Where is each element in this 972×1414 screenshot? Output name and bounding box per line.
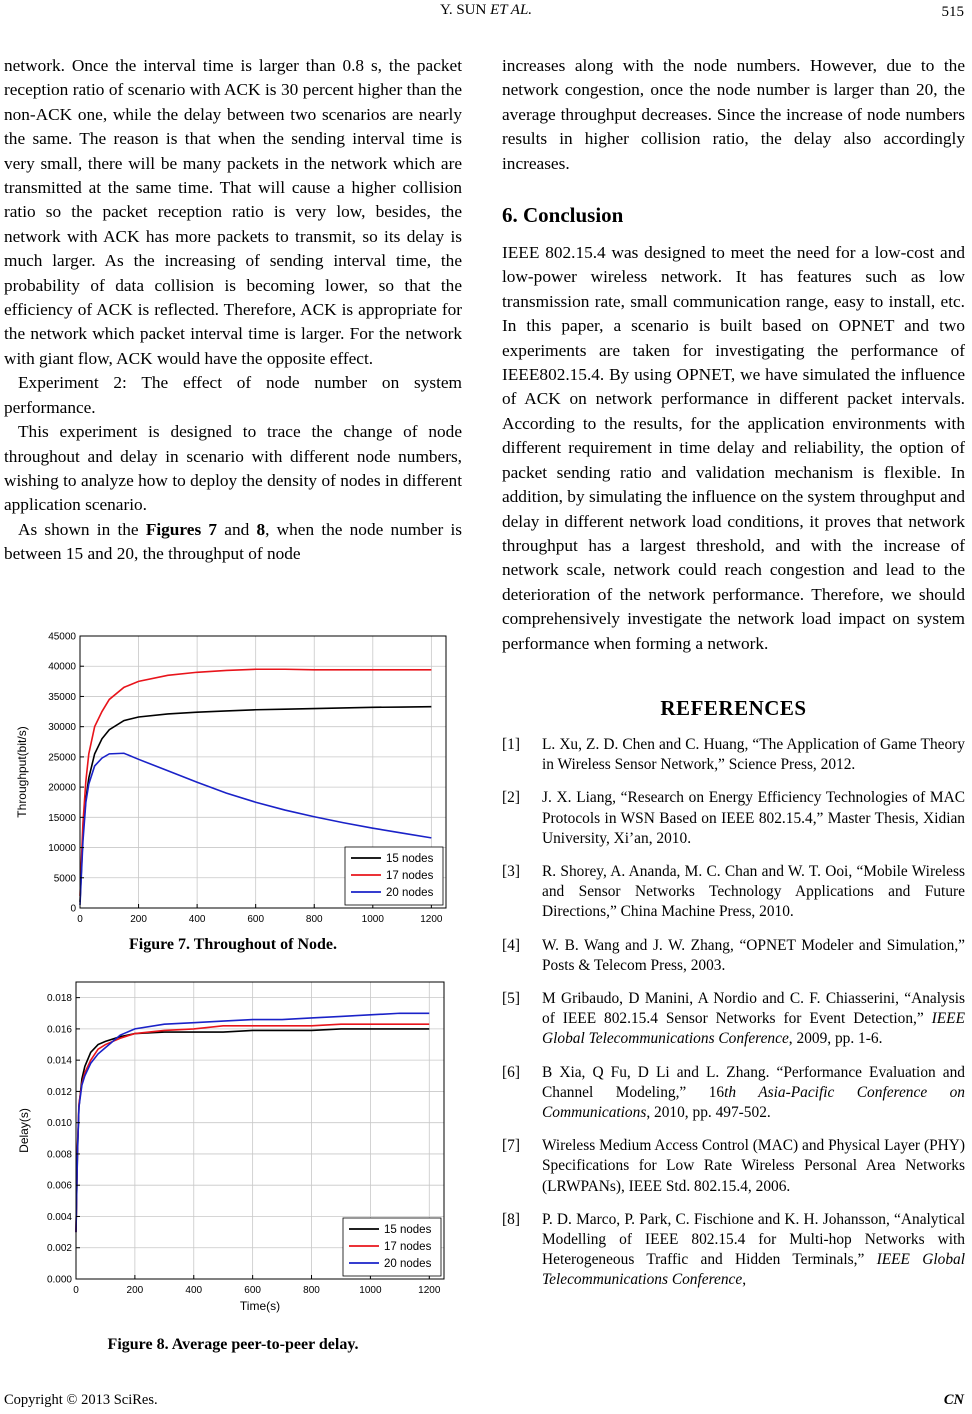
figure-7-caption: Figure 7. Throughout of Node.	[128, 936, 338, 953]
y-tick-label: 0.012	[46, 1086, 72, 1098]
paragraph	[4, 518, 462, 567]
x-tick-label: 0	[73, 1285, 79, 1296]
reference-number: [5]	[502, 989, 520, 1007]
legend-label: 20 nodes	[386, 887, 434, 899]
y-tick-label: 0.008	[46, 1149, 72, 1161]
reference-text	[542, 862, 965, 923]
left-column	[4, 54, 462, 567]
x-tick-label: 600	[244, 1285, 261, 1296]
authors: Y. SUN	[439, 2, 491, 18]
reference-venue: IEEE Global Telecommunications Conference	[542, 1251, 965, 1289]
running-head	[0, 2, 972, 19]
y-tick-label: 0.010	[46, 1118, 72, 1130]
x-tick-label: 800	[303, 1285, 320, 1296]
x-tick-label: 200	[130, 914, 147, 922]
figure-7-chart	[10, 622, 460, 922]
paragraph: network. Once the interval time is larger than 0.8 s, the packet reception ratio of scenario with ACK is 30 percent higher than the non-ACK one, while the delay between two scenarios are nearly the same. The reason is that when the sending interval time is very small, there will be many packets in the network which are transmitted at the same time. That will cause a higher collision ratio so the packet reception ratio is very low, besides, the network with ACK has more packets to transmit, so its delay is much larger. As the increasing of sending interval time, the probability of data collision is becoming lower, so that the efficiency of ACK is reflected. Therefore, ACK is appropriate for the network which packet interval time is larger. For the network with giant flow, ACK would have the opposite effect.	[4, 56, 462, 368]
reference-item	[502, 788, 965, 849]
reference-item	[502, 989, 965, 1050]
text-run: As shown in the	[18, 519, 146, 539]
x-tick-label: 1200	[420, 914, 443, 922]
reference-item	[502, 1210, 965, 1291]
reference-main: P. D. Marco, P. Park, C. Fischione and K. H. Johansson, “Analytical Modelling of IEEE 802.15.4 for Multi-hop Networks with Heterogeneous Traffic and Hidden Terminals,”	[542, 1210, 965, 1269]
reference-main: Wireless Medium Access Control (MAC) and Physical Layer (PHY) Specifications for Low Rate Wireless Personal Area Networks (LRWPANs), IEEE Std. 802.15.4, 2006.	[542, 1137, 965, 1195]
y-tick-label: 0	[70, 903, 76, 915]
y-tick-label: 10000	[48, 843, 76, 855]
x-tick-label: 800	[305, 914, 323, 922]
x-tick-label: 1000	[359, 1285, 382, 1296]
page-number: 515	[941, 4, 964, 20]
x-tick-label: 600	[247, 914, 265, 922]
y-tick-label: 45000	[48, 631, 76, 643]
y-tick-label: 0.002	[46, 1243, 72, 1255]
y-tick-label: 25000	[48, 752, 76, 764]
y-tick-label: 0.004	[46, 1211, 72, 1223]
references-heading: REFERENCES	[660, 695, 807, 720]
x-tick-label: 200	[126, 1285, 144, 1296]
copyright: Copyright © 2013 SciRes.	[4, 1392, 158, 1408]
reference-text	[542, 788, 965, 849]
y-tick-label: 0.014	[46, 1055, 72, 1067]
y-axis-label: Delay(s)	[17, 1108, 31, 1153]
reference-number: [7]	[502, 1137, 520, 1155]
text-run: and	[217, 519, 257, 539]
reference-number: [2]	[502, 789, 520, 807]
reference-text	[542, 1063, 965, 1124]
y-tick-label: 0.000	[46, 1274, 72, 1286]
x-tick-label: 1200	[418, 1285, 441, 1296]
reference-text	[542, 936, 965, 976]
section-heading: 6. Conclusion	[502, 203, 624, 228]
journal-abbrev: CN	[943, 1392, 964, 1408]
reference-number: [6]	[502, 1063, 520, 1081]
reference-text	[542, 989, 965, 1050]
reference-item	[502, 862, 965, 923]
figure-ref-link[interactable]: Figures 7	[145, 519, 218, 539]
paragraph: increases along with the node numbers. However, due to the network congestion, once the node number is larger than 20, the average throughput decreases. Since the increase of node numbers results in higher collision ratio, the delay also accordingly increases.	[502, 56, 965, 173]
reference-item	[502, 735, 965, 775]
legend-label: 17 nodes	[384, 1241, 432, 1253]
reference-text	[542, 1136, 965, 1197]
paragraph: This experiment is designed to trace the change of node throughout and delay in scenario with different node numbers, wishing to analyze how to deploy the density of nodes in different application scenario.	[4, 422, 462, 515]
y-tick-label: 0.016	[46, 1024, 72, 1036]
legend-label: 17 nodes	[386, 870, 434, 882]
paragraph: Experiment 2: The effect of node number on system performance.	[4, 373, 462, 417]
page-header	[0, 2, 972, 22]
y-tick-label: 5000	[53, 873, 76, 885]
reference-main: B Xia, Q Fu, D Li and L. Zhang. “Performance Evaluation and Channel Modeling,” 16	[542, 1063, 965, 1101]
text-run: , when the node number is between 15 and 20, the throughput of node	[4, 519, 463, 564]
figure-8-chart	[10, 980, 460, 1325]
legend-label: 15 nodes	[386, 853, 434, 865]
conclusion-paragraph: IEEE 802.15.4 was designed to meet the need for a low-cost and low-power wireless network. It has features such as low transmission rate, small communication range, easy to install, etc. In this paper, a scenario is built based on OPNET and two experiments are taken for investigating the performance of IEEE802.15.4. By using OPNET, we have simulated the influence of ACK on network performance in different packet intervals. According to the results, for the application environments with different requirement in time delay and reliability, the option of packet sending ratio and validation mechanism is flexible. In addition, by simulating the influence on the system throughput and delay in different network load conditions, it proves that network throughput has a largest threshold, and with the increase of network scale, network could reach congestion and lead to the deterioration of the network performance. Therefore, we should comprehensively investigate the network load impact on system performance when forming a network.	[502, 243, 965, 653]
x-tick-label: 1000	[361, 914, 384, 922]
right-column	[502, 54, 965, 1304]
reference-item	[502, 1063, 965, 1124]
figure-ref-link[interactable]: 8	[256, 519, 266, 539]
reference-venue: IEEE Global Telecommunications Conference	[542, 1010, 965, 1048]
reference-number: [3]	[502, 862, 520, 880]
reference-item	[502, 936, 965, 976]
legend-label: 20 nodes	[384, 1258, 432, 1270]
reference-main: J. X. Liang, “Research on Energy Efficiency Technologies of MAC Protocols in WSN Based on IEEE 802.15.4,” Master Thesis, Xidian University, Xi’an, 2010.	[542, 789, 965, 847]
x-tick-label: 0	[77, 914, 83, 922]
figure-8-caption: Figure 8. Average peer-to-peer delay.	[107, 1336, 359, 1353]
reference-text	[542, 735, 965, 775]
x-tick-label: 400	[185, 1285, 203, 1296]
reference-number: [1]	[502, 735, 520, 753]
x-tick-label: 400	[188, 914, 206, 922]
reference-main: L. Xu, Z. D. Chen and C. Huang, “The Application of Game Theory in Wireless Sensor Network,” Science Press, 2012.	[542, 735, 965, 774]
reference-list	[502, 735, 965, 1291]
reference-tail: ,	[742, 1271, 747, 1289]
y-tick-label: 20000	[48, 782, 76, 794]
y-tick-label: 35000	[48, 691, 76, 703]
reference-text	[542, 1210, 965, 1291]
reference-tail: , 2010, pp. 497-502.	[646, 1103, 771, 1121]
reference-main: R. Shorey, A. Ananda, M. C. Chan and W. T. Ooi, “Mobile Wireless and Sensor Networks Technology Applications and Future Directions,” China Machine Press, 2010.	[542, 862, 965, 921]
reference-number: [4]	[502, 936, 520, 954]
x-axis-label: Time(s)	[239, 1299, 281, 1313]
reference-main: W. B. Wang and J. W. Zhang, “OPNET Modeler and Simulation,” Posts & Telecom Press, 2003.	[542, 936, 965, 974]
y-tick-label: 0.006	[46, 1180, 72, 1192]
authors-et-al: ET AL.	[490, 2, 533, 18]
y-tick-label: 40000	[48, 661, 76, 673]
y-axis-label: Throughput(bit/s)	[15, 726, 29, 818]
y-tick-label: 30000	[48, 722, 76, 734]
y-tick-label: 0.018	[46, 993, 72, 1005]
reference-number: [8]	[502, 1210, 520, 1228]
reference-main: M Gribaudo, D Manini, A Nordio and C. F. Chiasserini, “Analysis of IEEE 802.15.4 Sensor Networks for Event Detection,”	[542, 989, 965, 1028]
y-tick-label: 15000	[48, 812, 76, 824]
legend-label: 15 nodes	[384, 1224, 432, 1236]
reference-item	[502, 1136, 965, 1197]
reference-venue: th Asia-Pacific Conference on Communications	[542, 1083, 966, 1121]
reference-tail: , 2009, pp. 1-6.	[788, 1030, 883, 1048]
